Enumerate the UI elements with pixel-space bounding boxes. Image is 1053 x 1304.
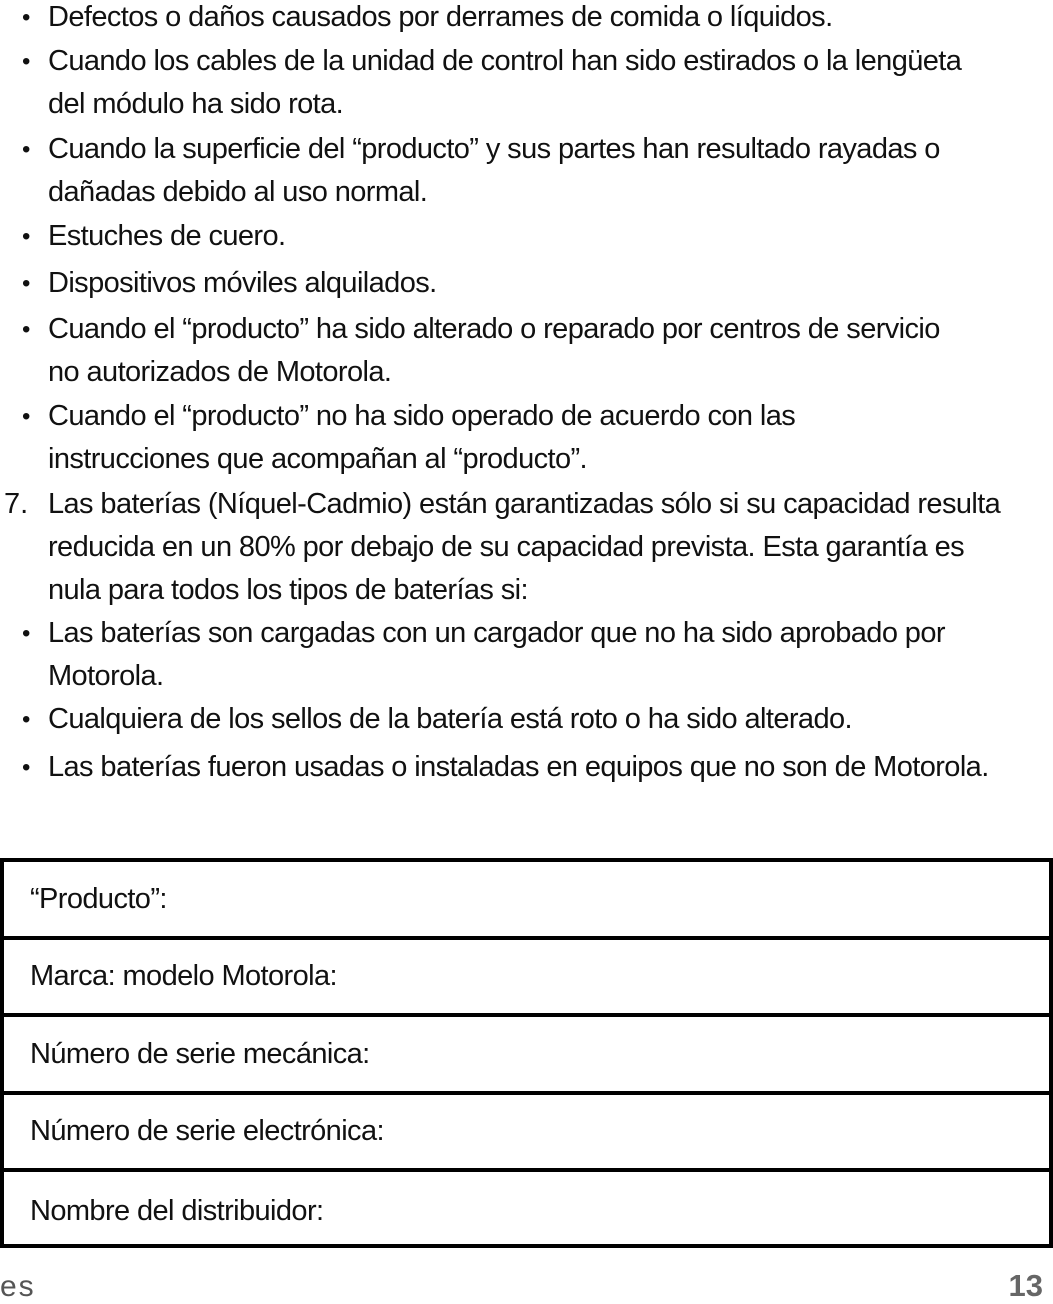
list-item-text: Cualquiera de los sellos de la batería está roto o ha sido alterado. (48, 703, 852, 735)
list-item-text: no autorizados de Motorola. (48, 356, 392, 388)
table-row-mechanical-serial (4, 1017, 1049, 1095)
product-info-table (0, 858, 1053, 1248)
list-item-text: Cuando la superficie del “producto” y sus partes han resultado rayadas o (48, 133, 940, 165)
list-item-text: nula para todos los tipos de baterías si: (48, 574, 528, 606)
list-item (48, 746, 1048, 789)
list-bullet: • (22, 136, 31, 163)
table-row-brand-model (4, 939, 1049, 1017)
list-bullet: • (22, 316, 31, 343)
list-item (48, 395, 1048, 481)
table-row-label: Nombre del distribuidor: (30, 1194, 324, 1227)
list-item-text: Las baterías (Níquel-Cadmio) están garantizadas sólo si su capacidad resulta (48, 488, 1001, 520)
list-item-text: Cuando el “producto” no ha sido operado de acuerdo con las (48, 400, 796, 432)
list-item-text: Las baterías fueron usadas o instaladas en equipos que no son de Motorola. (48, 751, 989, 783)
page-number: 13 (1008, 1268, 1043, 1303)
list-item (48, 128, 1048, 214)
list-item-text: Las baterías son cargadas con un cargador que no ha sido aprobado por (48, 617, 945, 649)
list-item-text: instrucciones que acompañan al “producto”. (48, 443, 588, 475)
table-row-label: Número de serie mecánica: (30, 1037, 370, 1070)
table-row-label: “Producto”: (30, 882, 167, 915)
table-row-label: Marca: modelo Motorola: (30, 959, 337, 992)
list-item (48, 612, 1048, 698)
list-bullet: • (22, 48, 31, 75)
list-item (48, 483, 1048, 612)
list-item-text: Estuches de cuero. (48, 220, 286, 252)
list-bullet: • (22, 4, 31, 31)
list-number: 7. (4, 488, 29, 520)
list-item-text: Cuando los cables de la unidad de control han sido estirados o la lengüeta (48, 45, 962, 77)
language-code: es (0, 1270, 36, 1303)
list-item-text: dañadas debido al uso normal. (48, 176, 428, 208)
list-item (48, 308, 1048, 394)
list-bullet: • (22, 403, 31, 430)
list-item-text: Motorola. (48, 660, 164, 692)
list-item (48, 698, 1048, 741)
list-bullet: • (22, 270, 31, 297)
list-item-text: reducida en un 80% por debajo de su capacidad prevista. Esta garantía es (48, 531, 965, 563)
list-item (48, 262, 1048, 305)
table-row-product (4, 862, 1049, 940)
list-item (48, 0, 1048, 39)
table-row-distributor (4, 1172, 1049, 1250)
list-item-text: Cuando el “producto” ha sido alterado o reparado por centros de servicio (48, 313, 940, 345)
list-item-text: Defectos o daños causados por derrames de comida o líquidos. (48, 1, 833, 33)
list-bullet: • (22, 620, 31, 647)
list-item-text: del módulo ha sido rota. (48, 88, 344, 120)
list-bullet: • (22, 223, 31, 250)
table-row-electronic-serial (4, 1094, 1049, 1172)
list-item-text: Dispositivos móviles alquilados. (48, 267, 437, 299)
list-item (48, 40, 1048, 126)
list-item (48, 215, 1048, 258)
list-bullet: • (22, 754, 31, 781)
list-bullet: • (22, 706, 31, 733)
table-row-label: Número de serie electrónica: (30, 1114, 384, 1147)
